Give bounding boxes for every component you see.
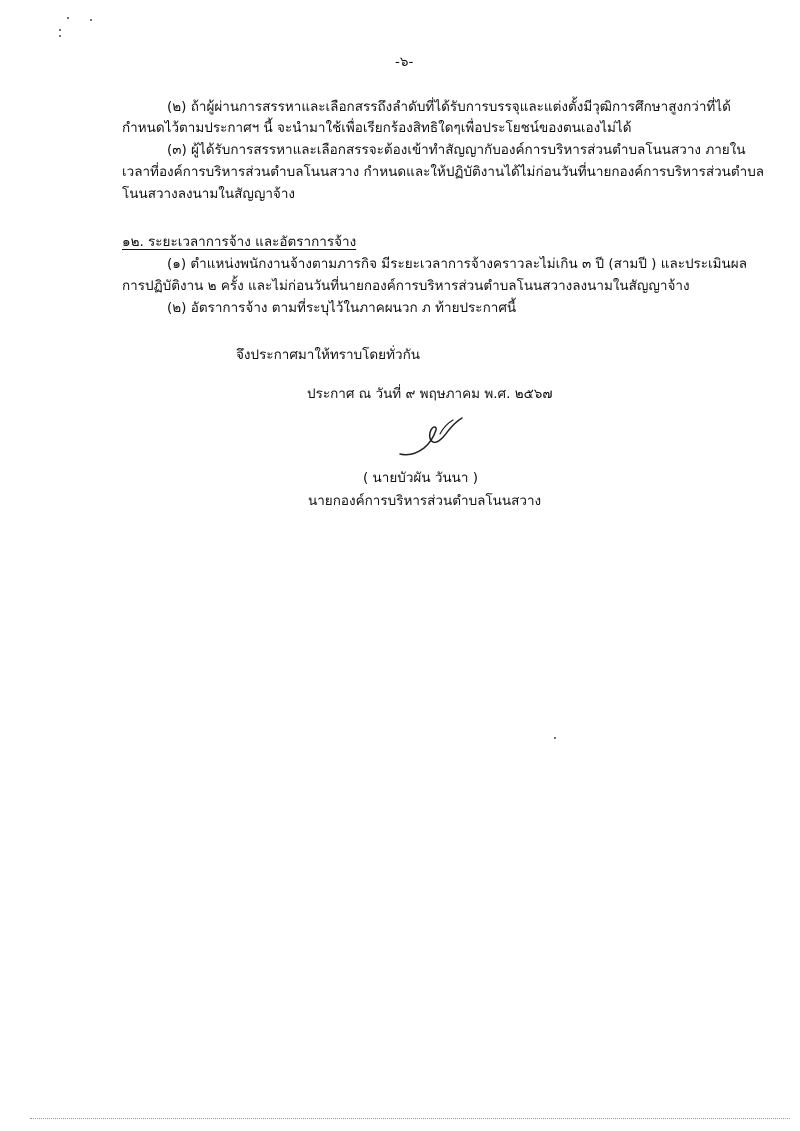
- paragraph-2-line-1: (๒) ถ้าผู้ผ่านการสรรหาและเลือกสรรถึงลำดับที่ได้รับการบรรจุและแต่งตั้งมีวุฒิการศึกษาสูงกว่าที่ได้: [167, 99, 731, 115]
- announcement-date: ประกาศ ณ วันที่ ๙ พฤษภาคม พ.ศ. ๒๕๖๗: [307, 386, 553, 402]
- section-12-item-1-line-1: (๑) ตำแหน่งพนักงานจ้างตามภารกิจ มีระยะเวลาการจ้างคราวละไม่เกิน ๓ ปี (สามปี ) และประเมินผล: [167, 256, 747, 272]
- scan-speck: [59, 29, 61, 31]
- signature-mark: [396, 412, 466, 462]
- paragraph-3-line-1: (๓) ผู้ได้รับการสรรหาและเลือกสรรจะต้องเข้าทำสัญญากับองค์การบริหารส่วนตำบลโนนสวาง ภายใน: [167, 142, 746, 158]
- section-12-item-2: (๒) อัตราการจ้าง ตามที่ระบุไว้ในภาคผนวก ภ ท้ายประกาศนี้: [167, 300, 517, 316]
- scan-speck: [554, 737, 556, 739]
- section-12-item-1-line-2: การปฏิบัติงาน ๒ ครั้ง และไม่ก่อนวันที่นายกองค์การบริหารส่วนตำบลโนนสวางลงนามในสัญญาจ้าง: [122, 278, 690, 294]
- scan-speck: [67, 17, 69, 19]
- paragraph-3-line-2: เวลาที่องค์การบริหารส่วนตำบลโนนสวาง กำหนดและให้ปฏิบัติงานได้ไม่ก่อนวันที่นายกองค์การบริหารส่วนตำบล: [122, 164, 765, 180]
- paragraph-2-line-2: กำหนดไว้ตามประกาศฯ นี้ จะนำมาใช้เพื่อเรียกร้องสิทธิใดๆเพื่อประโยชน์ของตนเองไม่ได้: [122, 120, 632, 136]
- signer-name: ( นายบัวผัน วันนา ): [363, 470, 479, 486]
- scan-speck: [90, 19, 92, 21]
- announcement-text: จึงประกาศมาให้ทราบโดยทั่วกัน: [236, 347, 420, 363]
- scan-speck: [59, 35, 61, 37]
- paragraph-3-line-3: โนนสวางลงนามในสัญญาจ้าง: [122, 186, 296, 202]
- bottom-edge-line: [30, 1118, 790, 1119]
- section-12-heading: ๑๒. ระยะเวลาการจ้าง และอัตราการจ้าง: [122, 234, 357, 250]
- page-number: -๖-: [395, 54, 414, 70]
- signer-title: นายกองค์การบริหารส่วนตำบลโนนสวาง: [308, 493, 542, 509]
